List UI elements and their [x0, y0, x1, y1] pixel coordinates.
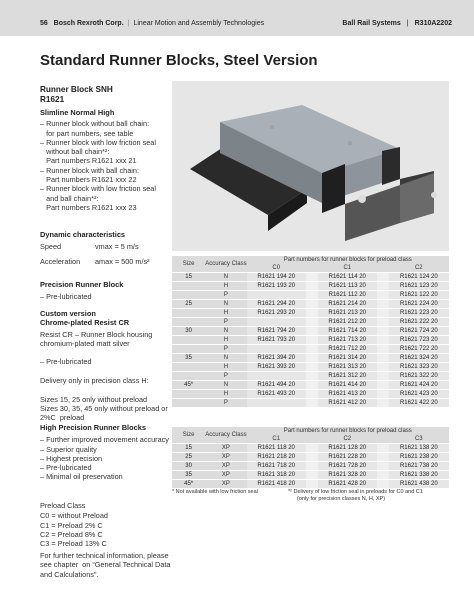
section-name: Linear Motion and Assembly Technologies [133, 20, 265, 27]
header-left: 56 Bosch Rexroth Corp. | Linear Motion and Assembly Technologies [40, 20, 265, 27]
spacer-cell [377, 390, 389, 399]
spacer-cell [306, 273, 318, 282]
page-title: Standard Runner Blocks, Steel Version [40, 52, 318, 69]
text-line: Sizes 30, 35, 45 only without preload or [40, 403, 168, 413]
accuracy-cell: N [205, 354, 246, 363]
accuracy-cell: XP [205, 444, 246, 453]
accuracy-cell: XP [205, 453, 246, 462]
text-line [40, 385, 170, 394]
part-number-cell: R1621 118 20 [247, 444, 306, 453]
text-line: Resist CR – Runner Block housing [40, 329, 153, 339]
part-number-cell: R1621 394 20 [247, 354, 306, 363]
part-number-cell: R1621 393 20 [247, 363, 306, 372]
spacer-cell [377, 354, 389, 363]
spacer-cell [306, 336, 318, 345]
spacer-cell [306, 327, 318, 336]
part-number-cell: R1621 122 20 [389, 291, 449, 300]
accuracy-cell: N [205, 300, 246, 309]
size-cell [172, 345, 205, 354]
part-number-cell: R1621 413 20 [318, 390, 377, 399]
part-number-cell: R1621 714 20 [318, 327, 377, 336]
text-line [40, 348, 170, 357]
part-number-cell: R1621 422 20 [389, 399, 449, 408]
further-section [40, 551, 170, 579]
text-line: Part numbers R1621 xxx 21 [40, 156, 137, 166]
size-cell [172, 372, 205, 381]
part-number-cell: R1621 124 20 [389, 273, 449, 282]
text-line: without ball chain*²: [40, 147, 110, 157]
spacer-cell [377, 363, 389, 372]
part-number-cell: R1621 423 20 [389, 390, 449, 399]
text-line: Delivery only in precision class H: [40, 376, 149, 386]
text-line [40, 367, 170, 376]
part-number-cell: R1621 218 20 [247, 453, 306, 462]
size-cell [172, 282, 205, 291]
part-number-cell: R1621 438 20 [389, 480, 449, 489]
spacer-cell [306, 309, 318, 318]
part-number-cell [247, 345, 306, 354]
accuracy-cell: P [205, 345, 246, 354]
table-row [172, 390, 449, 399]
accel-value: amax = 500 m/s² [95, 256, 150, 266]
size-cell: 35 [172, 471, 205, 480]
spacer-cell [377, 462, 389, 471]
table-row [172, 345, 449, 354]
runner-block-part: R1621 [40, 95, 65, 104]
accuracy-cell: P [205, 372, 246, 381]
table1-col-parts: Part numbers for runner blocks for preload class [247, 256, 449, 264]
size-cell: 15 [172, 273, 205, 282]
precision-parts-table [172, 256, 449, 407]
part-number-cell: R1621 138 20 [389, 444, 449, 453]
table2-col-accuracy: Accuracy Class [205, 427, 246, 444]
accel-row [40, 257, 170, 266]
part-number-cell: R1621 794 20 [247, 327, 306, 336]
accuracy-cell: N [205, 273, 246, 282]
part-number-cell: R1621 793 20 [247, 336, 306, 345]
part-number-cell: R1621 738 20 [389, 462, 449, 471]
part-number-cell: R1621 223 20 [389, 309, 449, 318]
text-line: for part numbers, see table [40, 128, 134, 138]
table-row [172, 309, 449, 318]
high-precision-section [40, 423, 170, 482]
page-header [0, 0, 474, 36]
spacer-cell [306, 282, 318, 291]
custom-heading-1: Custom version [40, 309, 96, 318]
text-line: see chapter on “General Technical Data [40, 560, 171, 570]
spacer-cell [377, 327, 389, 336]
part-number-cell: R1621 728 20 [318, 462, 377, 471]
size-cell: 30 [172, 462, 205, 471]
footnote-2b: (only for precision classes N, H, XP) [297, 496, 386, 502]
spacer-cell [377, 480, 389, 489]
part-number-cell: R1621 323 20 [389, 363, 449, 372]
part-number-cell: R1621 712 20 [318, 345, 377, 354]
page-number: 56 [40, 20, 48, 27]
accuracy-cell: N [205, 327, 246, 336]
table1-preload-c0: C0 [247, 264, 306, 273]
table-row [172, 300, 449, 309]
text-line: – Runner block with low friction seal [40, 184, 156, 194]
size-cell: 30 [172, 327, 205, 336]
table1-col-size: Size [172, 256, 205, 273]
spacer-cell [377, 291, 389, 300]
table2-header-row [172, 427, 449, 435]
spacer-cell [306, 318, 318, 327]
size-cell: 15 [172, 444, 205, 453]
part-number-cell: R1621 114 20 [318, 273, 377, 282]
table-row [172, 399, 449, 408]
spacer-cell [306, 471, 318, 480]
part-number-cell: R1621 328 20 [318, 471, 377, 480]
text-line: For further technical information, please [40, 551, 169, 560]
accuracy-cell: H [205, 282, 246, 291]
high-precision-lines [40, 435, 170, 481]
accuracy-cell: H [205, 309, 246, 318]
high-precision-parts-table [172, 427, 449, 488]
spacer-cell [306, 345, 318, 354]
text-line: Sizes 15, 25 only without preload [40, 394, 148, 404]
footnote-2a: *² Delivery of low friction seal in preloads for C0 and C1 [288, 489, 423, 495]
text-line: C1 = Preload 2% C [40, 520, 103, 530]
precision-section [40, 280, 170, 302]
part-number-cell [247, 372, 306, 381]
table1-col-accuracy: Accuracy Class [205, 256, 246, 273]
part-number-cell [247, 399, 306, 408]
text-line: and ball chain*²: [40, 193, 99, 203]
part-number-cell [247, 291, 306, 300]
spacer-cell [377, 318, 389, 327]
part-number-cell: R1621 294 20 [247, 300, 306, 309]
part-number-cell: R1621 724 20 [389, 327, 449, 336]
part-number-cell: R1621 228 20 [318, 453, 377, 462]
part-number-cell: R1621 314 20 [318, 354, 377, 363]
spacer-cell [306, 444, 318, 453]
spacer-cell [306, 363, 318, 372]
preload-lines [40, 511, 170, 548]
part-number-cell: R1621 494 20 [247, 381, 306, 390]
part-number-cell: R1621 318 20 [247, 471, 306, 480]
table-row [172, 318, 449, 327]
spacer-cell [377, 282, 389, 291]
table-row [172, 336, 449, 345]
spacer-cell [306, 453, 318, 462]
spacer-cell [306, 399, 318, 408]
part-number-cell: R1621 213 20 [318, 309, 377, 318]
size-cell [172, 399, 205, 408]
spacer-cell [306, 462, 318, 471]
text-line: Part numbers R1621 xxx 23 [40, 202, 137, 212]
part-number-cell: R1621 112 20 [318, 291, 377, 300]
table2-preload-c2: C2 [318, 435, 377, 444]
table-row [172, 291, 449, 300]
table-row [172, 462, 449, 471]
spacer-cell [377, 372, 389, 381]
accuracy-cell: XP [205, 480, 246, 489]
part-number-cell: R1621 222 20 [389, 318, 449, 327]
text-line: – Runner block with ball chain: [40, 165, 139, 175]
part-number-cell: R1621 324 20 [389, 354, 449, 363]
spacer-cell [377, 300, 389, 309]
size-cell: 25 [172, 453, 205, 462]
accuracy-cell: P [205, 399, 246, 408]
part-number-cell: R1621 123 20 [389, 282, 449, 291]
size-cell: 35 [172, 354, 205, 363]
text-line: C3 = Preload 13% C [40, 539, 107, 549]
text-line: – Further improved movement accuracy [40, 435, 169, 445]
table-row [172, 363, 449, 372]
size-cell [172, 291, 205, 300]
dynamic-heading: Dynamic characteristics [40, 230, 126, 239]
text-line: 2%C preload [40, 413, 85, 423]
runner-block-heading: Runner Block SNH [40, 85, 113, 94]
size-cell: 25 [172, 300, 205, 309]
spacer-cell [377, 309, 389, 318]
accuracy-cell: P [205, 291, 246, 300]
accuracy-cell: XP [205, 471, 246, 480]
accuracy-cell: H [205, 390, 246, 399]
spacer-cell [306, 300, 318, 309]
size-cell [172, 363, 205, 372]
text-line: and Calculations”. [40, 569, 99, 579]
runner-block-lines [40, 119, 170, 212]
table-row [172, 273, 449, 282]
table-row [172, 372, 449, 381]
table2-col-parts: Part numbers for runner blocks for preload class [247, 427, 449, 435]
custom-lines [40, 330, 170, 423]
text-line: Part numbers R1621 xxx 22 [40, 175, 137, 185]
accel-label: Acceleration [40, 256, 81, 266]
text-line: chromium-plated matt silver [40, 338, 130, 348]
text-line: – Pre-lubricated [40, 357, 92, 367]
table1-header-row [172, 256, 449, 264]
table2-preload-c3: C3 [389, 435, 449, 444]
accuracy-cell: P [205, 318, 246, 327]
accuracy-cell: N [205, 381, 246, 390]
part-number-cell: R1621 718 20 [247, 462, 306, 471]
part-number-cell: R1621 412 20 [318, 399, 377, 408]
part-number-cell: R1621 428 20 [318, 480, 377, 489]
doc-id: R310A2202 [414, 20, 452, 27]
table-row [172, 480, 449, 489]
text-line: – Superior quality [40, 444, 97, 454]
text-line: – Runner block with low friction seal [40, 137, 156, 147]
spacer-cell [306, 291, 318, 300]
part-number-cell: R1621 424 20 [389, 381, 449, 390]
spacer-cell [377, 381, 389, 390]
part-number-cell: R1621 238 20 [389, 453, 449, 462]
runner-block-section [40, 85, 170, 212]
spacer-cell [306, 480, 318, 489]
size-cell [172, 318, 205, 327]
company-name: Bosch Rexroth Corp. [53, 20, 124, 27]
speed-label: Speed [40, 242, 62, 252]
custom-heading-2: Chrome-plated Resist CR [40, 318, 130, 328]
dynamic-section [40, 230, 170, 266]
part-number-cell: R1621 193 20 [247, 282, 306, 291]
text-line: – Pre-lubricated [40, 463, 92, 473]
part-number-cell: R1621 313 20 [318, 363, 377, 372]
accuracy-cell: H [205, 336, 246, 345]
preload-section [40, 501, 170, 548]
runner-block-sub: Slimline Normal High [40, 108, 115, 117]
text-line: – Runner block without ball chain: [40, 119, 150, 129]
precision-line: – Pre-lubricated [40, 292, 92, 302]
part-number-cell: R1621 214 20 [318, 300, 377, 309]
part-number-cell: R1621 293 20 [247, 309, 306, 318]
size-cell [172, 309, 205, 318]
product-line: Ball Rail Systems [342, 20, 401, 27]
part-number-cell: R1621 113 20 [318, 282, 377, 291]
spacer-cell [377, 273, 389, 282]
table2-col-size: Size [172, 427, 205, 444]
spacer-cell [306, 354, 318, 363]
high-precision-heading: High Precision Runner Blocks [40, 423, 146, 432]
table-row [172, 444, 449, 453]
speed-row [40, 242, 170, 251]
speed-value: vmax = 5 m/s [95, 242, 139, 252]
part-number-cell: R1621 713 20 [318, 336, 377, 345]
size-cell: 45* [172, 381, 205, 390]
size-cell [172, 390, 205, 399]
table1-preload-c2: C2 [389, 264, 449, 273]
part-number-cell: R1621 493 20 [247, 390, 306, 399]
part-number-cell: R1621 418 20 [247, 480, 306, 489]
part-number-cell: R1621 224 20 [389, 300, 449, 309]
part-number-cell: R1621 338 20 [389, 471, 449, 480]
table1-preload-c1: C1 [318, 264, 377, 273]
spacer-cell [377, 444, 389, 453]
text-line: – Minimal oil preservation [40, 472, 123, 482]
size-cell [172, 336, 205, 345]
table-row [172, 381, 449, 390]
footnote-2 [288, 489, 423, 503]
part-number-cell: R1621 212 20 [318, 318, 377, 327]
table-row [172, 327, 449, 336]
header-right: Ball Rail Systems | R310A2202 [342, 20, 452, 27]
part-number-cell [247, 318, 306, 327]
product-photo [172, 81, 449, 251]
spacer-cell [377, 345, 389, 354]
further-lines [40, 551, 170, 579]
custom-section [40, 309, 170, 423]
table-row [172, 471, 449, 480]
spacer-cell [306, 390, 318, 399]
table-row [172, 282, 449, 291]
precision-heading: Precision Runner Block [40, 280, 124, 289]
part-number-cell: R1621 414 20 [318, 381, 377, 390]
part-number-cell: R1621 322 20 [389, 372, 449, 381]
spacer-cell [306, 372, 318, 381]
part-number-cell: R1621 312 20 [318, 372, 377, 381]
text-line: C0 = without Preload [40, 511, 108, 521]
accuracy-cell: H [205, 363, 246, 372]
spacer-cell [377, 471, 389, 480]
accuracy-cell: XP [205, 462, 246, 471]
text-line: C2 = Preload 8% C [40, 529, 103, 539]
table-row [172, 453, 449, 462]
part-number-cell: R1621 723 20 [389, 336, 449, 345]
runner-block-image [172, 81, 449, 251]
spacer-cell [377, 453, 389, 462]
part-number-cell: R1621 128 20 [318, 444, 377, 453]
footnote-1: * Not available with low friction seal [172, 489, 258, 495]
text-line: – Highest precision [40, 453, 103, 463]
table-row [172, 354, 449, 363]
spacer-cell [377, 399, 389, 408]
spacer-cell [377, 336, 389, 345]
part-number-cell: R1621 194 20 [247, 273, 306, 282]
size-cell: 45* [172, 480, 205, 489]
part-number-cell: R1621 722 20 [389, 345, 449, 354]
preload-heading: Preload Class [40, 501, 86, 510]
spacer-cell [306, 381, 318, 390]
table2-preload-c1: C1 [247, 435, 306, 444]
